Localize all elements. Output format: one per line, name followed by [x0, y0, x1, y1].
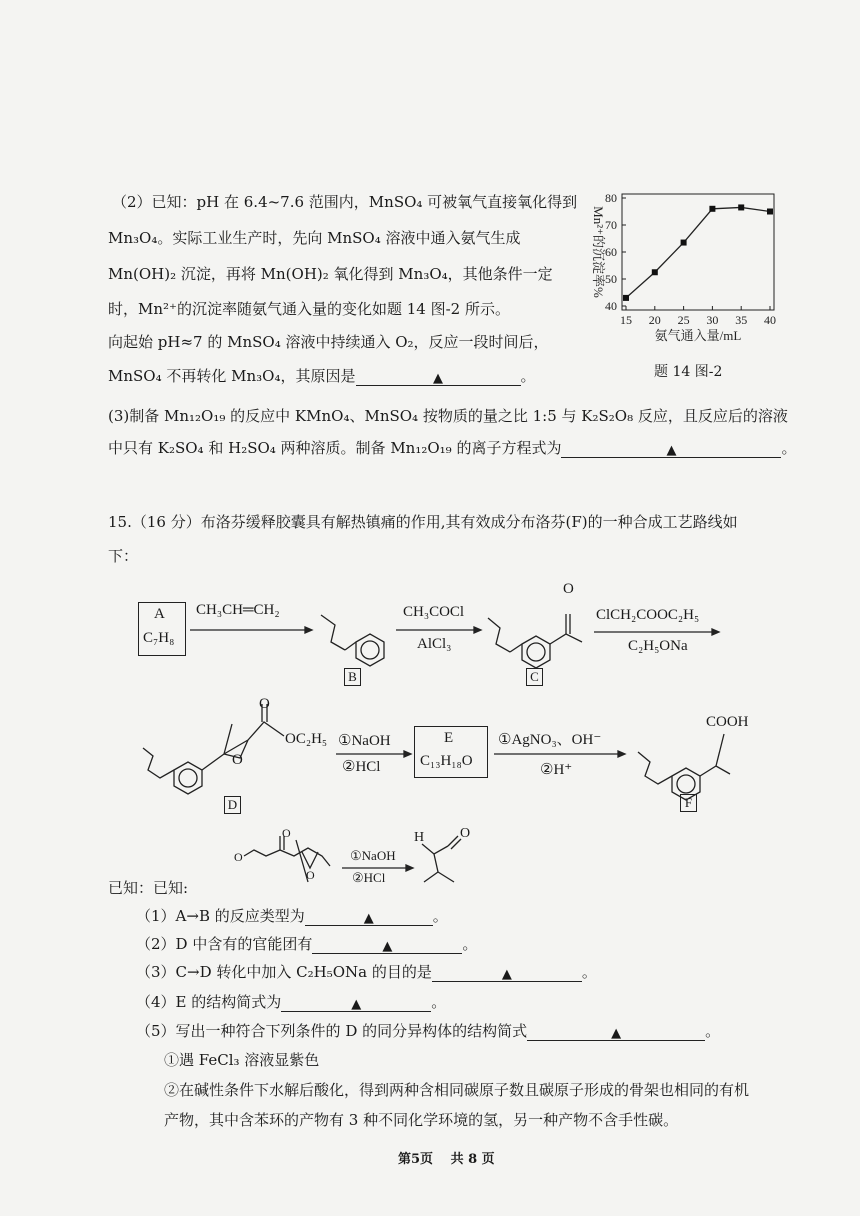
q14-p2-line3: Mn(OH)₂ 沉淀，再将 Mn(OH)₂ 氧化得到 Mn₃O₄，其他条件一定	[108, 265, 553, 283]
y-tick-label: 80	[605, 191, 617, 205]
reactant-skeleton	[244, 848, 330, 866]
question-text: （1）A→B 的反应类型为	[136, 907, 305, 925]
x-tick-label: 40	[764, 313, 776, 327]
precipitation-chart	[578, 180, 788, 350]
compound-B-label: B	[344, 668, 361, 686]
question-5	[136, 1021, 720, 1041]
x-tick-label: 20	[648, 313, 661, 327]
answer-blank[interactable]	[356, 367, 521, 386]
figure-caption: 题 14 图-2	[654, 364, 723, 380]
answer-blank[interactable]	[312, 935, 462, 954]
question-text: （5）写出一种符合下列条件的 D 的同分异构体的结构简式	[136, 1022, 528, 1040]
blank-marker: ▲	[666, 443, 677, 458]
compound-E-label: E	[444, 730, 454, 746]
x-tick-label: 25	[677, 313, 690, 327]
period: 。	[432, 907, 448, 925]
blank-marker: ▲	[611, 1026, 622, 1041]
synthesis-scheme-drawings	[0, 570, 860, 820]
benzene-ring-D	[174, 762, 202, 794]
benzene-ring-B	[356, 634, 384, 666]
q14-p2-line5: 向起始 pH≈7 的 MnSO₄ 溶液中持续通入 O₂，反应一段时间后，	[108, 333, 549, 351]
isobutyl-chain	[321, 615, 345, 650]
q14-p2-line6	[108, 366, 536, 386]
reagent-D-to-E-bottom: ②HCl	[342, 759, 381, 775]
reagent-A-to-B: CH₃CH═CH₂	[196, 602, 280, 618]
benzene-ring-C	[522, 636, 550, 668]
q15-intro-line1: 15.（16 分）布洛芬缓释胶囊具有解热镇痛的作用,其有效成分布洛芬(F)的一种合成工艺路线如	[108, 513, 738, 531]
acetyl-group	[550, 634, 582, 644]
aromatic-circle	[527, 643, 545, 661]
question-text: （4）E 的结构简式为	[136, 993, 282, 1011]
blank-marker: ▲	[433, 371, 443, 386]
carbonyl-bond	[448, 836, 458, 846]
y-tick-label: 60	[605, 245, 617, 259]
q14-p2-line1: （2）已知：pH 在 6.4~7.6 范围内，MnSO₄ 可被氧气直接氧化得到	[112, 193, 578, 211]
isobutyl-chain	[488, 618, 510, 652]
series-line	[626, 207, 770, 297]
answer-blank[interactable]	[432, 963, 582, 982]
epoxide-ring	[302, 852, 318, 868]
period: 。	[462, 935, 478, 953]
q14-p2-prompt: MnSO₄ 不再转化 Mn₃O₄，其原因是	[108, 367, 356, 385]
aromatic-circle	[361, 641, 379, 659]
arrowhead	[305, 627, 312, 633]
isopropyl	[424, 854, 438, 882]
y-tick-label: 50	[605, 272, 617, 286]
compound-A-formula: C₇H₈	[143, 630, 175, 646]
condition-1: ①遇 FeCl₃ 溶液显紫色	[164, 1051, 320, 1069]
y-tick-label: 40	[605, 299, 617, 313]
y-tick-label: 70	[605, 218, 617, 232]
reagent-E-to-F-top: ①AgNO₃、OH⁻	[498, 732, 602, 748]
q14-p2-line2: Mn₃O₄。实际工业生产时，先向 MnSO₄ 溶液中通入氨气生成	[108, 229, 521, 247]
bond	[510, 644, 522, 652]
x-axis-label: 氨气通入量/mL	[654, 328, 742, 343]
question-text: （3）C→D 转化中加入 C₂H₅ONa 的目的是	[136, 963, 432, 981]
q14-p3-prompt: 中只有 K₂SO₄ 和 H₂SO₄ 两种溶质。制备 Mn₁₂O₁₉ 的离子方程式为	[108, 439, 562, 457]
D-carbonyl-oxygen: O	[259, 696, 270, 712]
known-ring-oxygen: O	[306, 868, 315, 882]
ester-bond	[248, 722, 284, 740]
period: 。	[520, 367, 536, 385]
q14-p3-line2	[108, 438, 796, 458]
aromatic-circle	[179, 769, 197, 787]
reagent-B-to-C-top: CH₃COCl	[403, 604, 465, 620]
compound-F-label: F	[680, 794, 697, 812]
known-product-H: H	[414, 830, 425, 845]
known-carbonyl-oxygen: O	[282, 826, 291, 840]
known-reagent-bottom: ②HCl	[352, 870, 386, 885]
x-tick-label: 30	[706, 313, 719, 327]
x-tick-label: 15	[620, 313, 632, 327]
q15-intro-line2: 下：	[108, 547, 139, 565]
answer-blank[interactable]	[305, 907, 433, 926]
blank-marker: ▲	[351, 997, 362, 1012]
question-1	[136, 906, 448, 926]
known-ester-oxygen: O	[234, 850, 243, 864]
reagent-E-to-F-bottom: ②H⁺	[540, 762, 573, 778]
x-tick-label: 35	[735, 313, 748, 327]
known-prefix: 已知：已知:	[108, 879, 189, 897]
period: 。	[431, 993, 447, 1011]
reagent-D-to-E-top: ①NaOH	[338, 733, 391, 749]
D-epoxide-oxygen: O	[232, 752, 243, 768]
period: 。	[581, 963, 597, 981]
arrowhead	[618, 751, 625, 757]
data-point	[738, 204, 744, 210]
answer-blank[interactable]	[527, 1022, 705, 1041]
compound-C-label: C	[526, 668, 543, 686]
isobutyl-chain	[638, 752, 672, 784]
reagent-B-to-C-bottom: AlCl₃	[417, 636, 452, 652]
compound-D-label: D	[224, 796, 241, 814]
known-product-O: O	[460, 826, 471, 841]
chart-plot-area	[591, 191, 776, 343]
data-point	[623, 295, 629, 301]
page-number: 第5页 共 8 页	[398, 1152, 495, 1167]
arrowhead	[474, 627, 481, 633]
F-carboxyl-group: COOH	[706, 714, 749, 730]
data-point	[709, 206, 715, 212]
q14-p2-line4: 时，Mn²⁺的沉淀率随氨气通入量的变化如题 14 图-2 所示。	[108, 300, 510, 318]
q14-p3-line1: (3)制备 Mn₁₂O₁₉ 的反应中 KMnO₄、MnSO₄ 按物质的量之比 1:5 与 K₂S₂O₈ 反应，且反应后的溶液	[108, 407, 788, 425]
D-ester-group: OC₂H₅	[285, 731, 328, 747]
C-carbonyl-oxygen: O	[563, 581, 574, 597]
compound-A-label: A	[154, 606, 165, 622]
isobutyl-chain	[143, 748, 174, 778]
bond	[345, 642, 356, 650]
period: 。	[705, 1022, 721, 1040]
reagent-C-to-D-bottom: C₂H₅ONa	[628, 638, 688, 654]
benzene-ring-F	[672, 768, 700, 800]
arrowhead	[406, 865, 413, 871]
question-3	[136, 962, 597, 982]
isopropyl	[438, 872, 454, 882]
blank-marker: ▲	[382, 939, 393, 954]
known-reagent-top: ①NaOH	[350, 848, 396, 863]
reagent-C-to-D-top: ClCH₂COOC₂H₅	[596, 607, 700, 623]
aldehyde-bond	[422, 844, 448, 854]
answer-blank[interactable]	[561, 439, 781, 458]
plot-frame	[622, 194, 774, 310]
compound-E-formula: C₁₃H₁₈O	[420, 753, 473, 769]
condition-2-line1: ②在碱性条件下水解后酸化，得到两种含相同碳原子数且碳原子形成的骨架也相同的有机	[164, 1081, 750, 1099]
question-2	[136, 934, 477, 954]
data-point	[652, 269, 658, 275]
condition-2-line2: 产物，其中含苯环的产物有 3 种不同化学环境的氢，另一种产物不含手性碳。	[164, 1111, 679, 1129]
question-4	[136, 992, 446, 1012]
carboxyl-bond	[716, 734, 724, 766]
aromatic-circle	[677, 775, 695, 793]
answer-blank[interactable]	[281, 993, 431, 1012]
period: 。	[781, 439, 797, 457]
y-axis-label: Mn²⁺的沉淀率%	[591, 206, 606, 298]
data-point	[681, 240, 687, 246]
question-text: （2）D 中含有的官能团有	[136, 935, 313, 953]
arrowhead	[404, 751, 411, 757]
arrowhead	[712, 629, 719, 635]
data-point	[767, 209, 773, 215]
blank-marker: ▲	[363, 911, 374, 926]
propionic-chain	[700, 766, 730, 776]
blank-marker: ▲	[501, 967, 512, 982]
